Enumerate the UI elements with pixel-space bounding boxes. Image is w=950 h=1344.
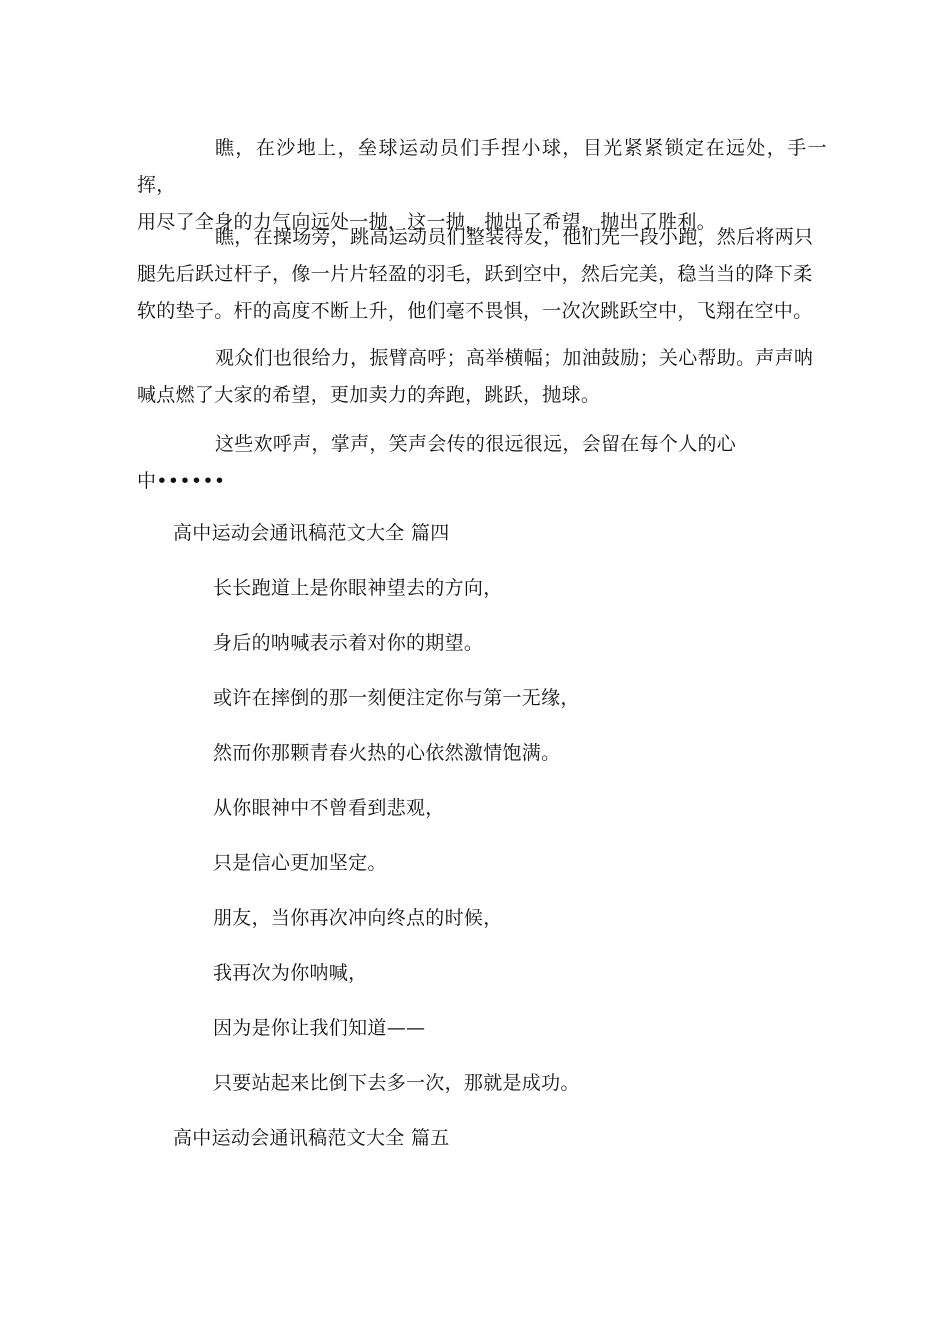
paragraph-line: 软的垫子。杆的高度不断上升，他们毫不畏惧，一次次跳跃空中，飞翔在空中。 <box>137 300 813 322</box>
paragraph-line: 这些欢呼声，掌声，笑声会传的很远很远，会留在每个人的心 <box>215 433 737 455</box>
poem-line: 从你眼神中不曾看到悲观， <box>213 797 445 819</box>
poem-line: 或许在摔倒的那一刻便注定你与第一无缘， <box>213 687 580 709</box>
poem-line: 只要站起来比倒下去多一次，那就是成功。 <box>213 1072 580 1094</box>
section-title-5: 高中运动会通讯稿范文大全 篇五 <box>173 1127 450 1149</box>
paragraph-line: 瞧，在操场旁，跳高运动员们整装待发，他们先一段小跑，然后将两只 <box>215 226 814 248</box>
poem-line: 我再次为你呐喊， <box>213 962 368 984</box>
poem-line: 只是信心更加坚定。 <box>213 852 387 874</box>
paragraph-audience <box>137 340 827 414</box>
poem-line: 然而你那颗青春火热的心依然激情饱满。 <box>213 742 561 764</box>
poem-line: 身后的呐喊表示着对你的期望。 <box>213 632 484 654</box>
paragraph-cheers <box>137 426 827 500</box>
paragraph-line: 用尽了全身的力气向远处一抛，这一抛，抛出了希望，抛出了胜利。 <box>137 211 717 233</box>
paragraph-high-jump <box>137 219 827 330</box>
paragraph-line: 喊点燃了大家的希望，更加卖力的奔跑，跳跃，抛球。 <box>137 384 601 406</box>
paragraph-line: 瞧，在沙地上，垒球运动员们手捏小球，目光紧紧锁定在远处，手一挥， <box>137 137 827 196</box>
section-title-4: 高中运动会通讯稿范文大全 篇四 <box>173 522 450 544</box>
poem-line: 朋友，当你再次冲向终点的时候， <box>213 907 503 929</box>
paragraph-line: 腿先后跃过杆子，像一片片轻盈的羽毛，跃到空中，然后完美，稳当当的降下柔 <box>137 263 813 285</box>
poem-line: 因为是你让我们知道—— <box>213 1017 426 1039</box>
paragraph-line: 中•••••• <box>137 470 226 492</box>
paragraph-line: 观众们也很给力，振臂高呼；高举横幅；加油鼓励；关心帮助。声声呐 <box>215 347 814 369</box>
poem-line: 长长跑道上是你眼神望去的方向， <box>213 577 503 599</box>
